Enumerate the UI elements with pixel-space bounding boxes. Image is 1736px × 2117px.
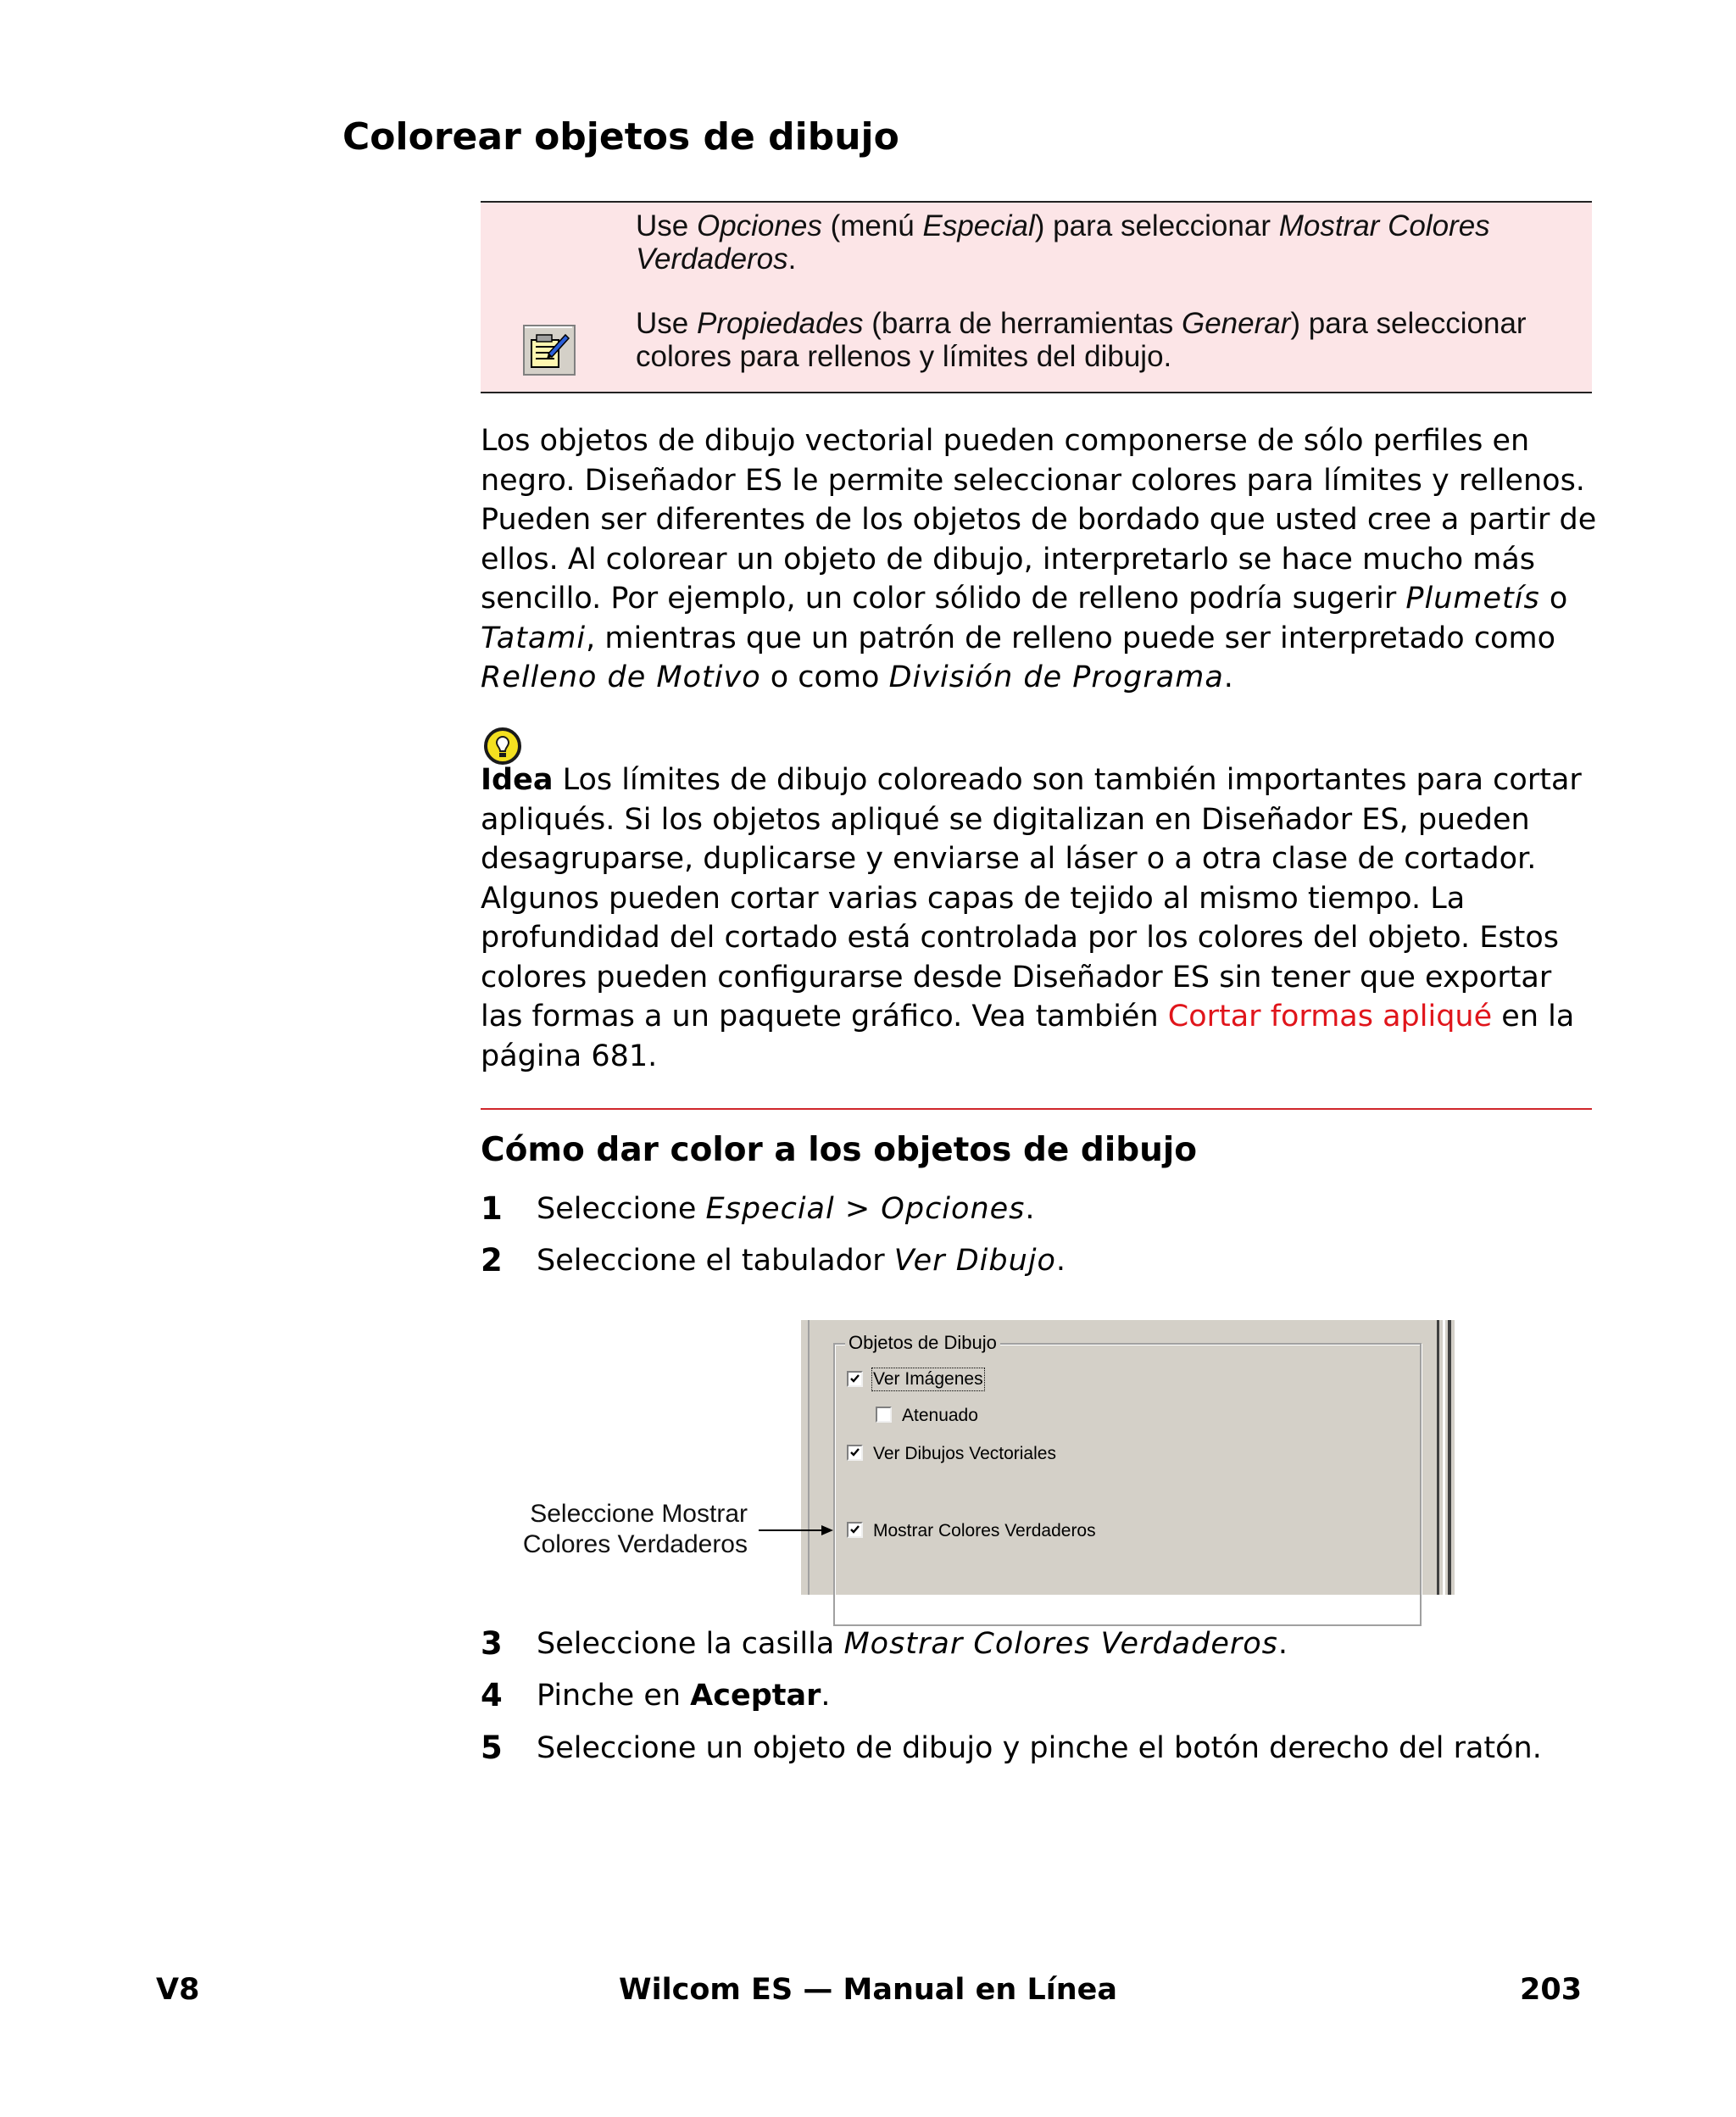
intro-paragraph: Los objetos de dibujo vectorial pueden componerse de sólo perfiles en negro. Diseñador ES le permite seleccionar colores para límites y rellenos. Pueden ser diferentes de los objetos de bordado que usted cree a partir de ellos. Al colorear un objeto de dibujo, interpretarlo se hace mucho más sencillo. Por ejemplo, un color sólido de relleno podría sugerir Plumetís o Tatami, mientras que un patrón de relleno puede ser interpretado como Relleno de Motivo o como División de Programa. <box>481 424 1597 694</box>
checkmark-icon <box>849 1524 860 1535</box>
properties-icon <box>523 325 576 376</box>
arrow-icon <box>759 1524 835 1537</box>
link-cortar-formas[interactable]: Cortar formas apliqué <box>1167 1000 1493 1033</box>
step-number: 2 <box>481 1242 503 1279</box>
label-ver-imagenes: Ver Imágenes <box>873 1369 983 1389</box>
note-line-properties: Use Propiedades (barra de herramientas Generar) para seleccionar colores para rellenos y límites del dibujo. <box>636 307 1527 373</box>
step-number: 5 <box>481 1730 503 1766</box>
group-label: Objetos de Dibujo <box>845 1332 1000 1354</box>
footer-page-number: 203 <box>1520 1973 1583 2007</box>
page-title: Colorear objetos de dibujo <box>342 115 899 159</box>
tip-paragraph: Idea Los límites de dibujo coloreado son también importantes para cortar apliqués. Si los objetos apliqué se digitalizan en Diseñador ES, pueden desagruparse, duplicarse y enviarse al láser o a otra clase de cortador. Algunos pueden cortar varias capas de tejido al mismo tiempo. La profundidad del cortado está controlada por los colores del objeto. Estos colores pueden configurarse desde Diseñador ES sin tener que exportar las formas a un paquete gráfico. Vea también Cortar formas apliqué en la página 681. <box>481 763 1582 1073</box>
step-number: 4 <box>481 1677 503 1713</box>
checkbox-mostrar-colores-verdaderos[interactable] <box>847 1522 863 1538</box>
tip-label: Idea <box>481 763 554 797</box>
label-atenuado: Atenuado <box>902 1406 978 1425</box>
manual-page: Colorear objetos de dibujo Use Opciones (menú Especial) para seleccionar Mostrar Colores Verdaderos. Use Propiedades (barra de herramientas Generar) para seleccionar colores para rellenos y límites del dibujo. Los objetos de dibujo vectorial pueden componerse de sólo perfiles en negro. Diseñador ES le permite seleccionar colores para límites y rellenos. Pueden ser diferentes de los objetos de bordado que usted cree a partir de ellos. Al colorear un objeto de dibujo, interpretarlo se hace mucho más sencillo. Por ejemplo, un color sólido de relleno podría sugerir Plumetís o Tatami, mientras que un patrón de relleno puede ser interpretado como Relleno de Motivo o como División de Programa. Idea Los límites de dibujo coloreado son también importantes para cortar apliqués. Si los objetos apliqué se digitalizan en Diseñador ES, pueden desagruparse, duplicarse y enviarse al láser o a otra clase de cortador. Algunos pueden cortar varias capas de tejido al mismo tiempo. La profundidad del cortado está controlada por los colores del objeto. Estos colores pueden configurarse desde Diseñador ES sin tener que exportar las formas a un paquete gráfico. Vea también Cortar formas apliqué en la página 681. Cómo dar color a los objetos de dibujo 1 Seleccione Especial > Opciones. 2 Seleccione el tabulador Ver Dibujo. Objetos de Dibujo Ver Imágenes Atenuado Ver Dibujos Vectoriales Mostrar Colores Verdaderos Seleccione Mostrar Colores Verdaderos 3 Seleccione la casilla Mostrar Colores Verdaderos. 4 Pinche en Aceptar. 5 Seleccione un objeto de dibujo y pinche el botón derecho del ratón. V8 Wilcom ES — Manual en Línea 203 <box>0 0 1736 2117</box>
step-number: 1 <box>481 1190 503 1227</box>
note-line-options: Use Opciones (menú Especial) para seleccionar Mostrar Colores Verdaderos. <box>636 209 1490 276</box>
dialog-edge <box>808 1320 810 1595</box>
section-divider <box>481 1108 1592 1110</box>
dialog-edge <box>1448 1320 1451 1595</box>
dialog-edge <box>1443 1320 1445 1595</box>
dialog-edge <box>1437 1320 1439 1595</box>
checkbox-ver-dibujos-vectoriales[interactable] <box>847 1445 863 1461</box>
label-ver-dibujos-vectoriales: Ver Dibujos Vectoriales <box>873 1444 1056 1463</box>
checkmark-icon <box>849 1373 860 1384</box>
dialog-edge <box>799 1320 801 1595</box>
checkmark-icon <box>849 1447 860 1458</box>
checkbox-ver-imagenes[interactable] <box>847 1371 863 1387</box>
footer-version: V8 <box>156 1973 200 2007</box>
callout-label: Seleccione Mostrar Colores Verdaderos <box>522 1500 748 1558</box>
step-number: 3 <box>481 1625 503 1662</box>
section-subtitle: Cómo dar color a los objetos de dibujo <box>481 1131 1198 1169</box>
checkbox-atenuado[interactable] <box>876 1407 892 1423</box>
footer-title: Wilcom ES — Manual en Línea <box>618 1973 1118 2007</box>
label-mostrar-colores-verdaderos: Mostrar Colores Verdaderos <box>873 1521 1096 1540</box>
dialog-screenshot <box>799 1320 1455 1595</box>
